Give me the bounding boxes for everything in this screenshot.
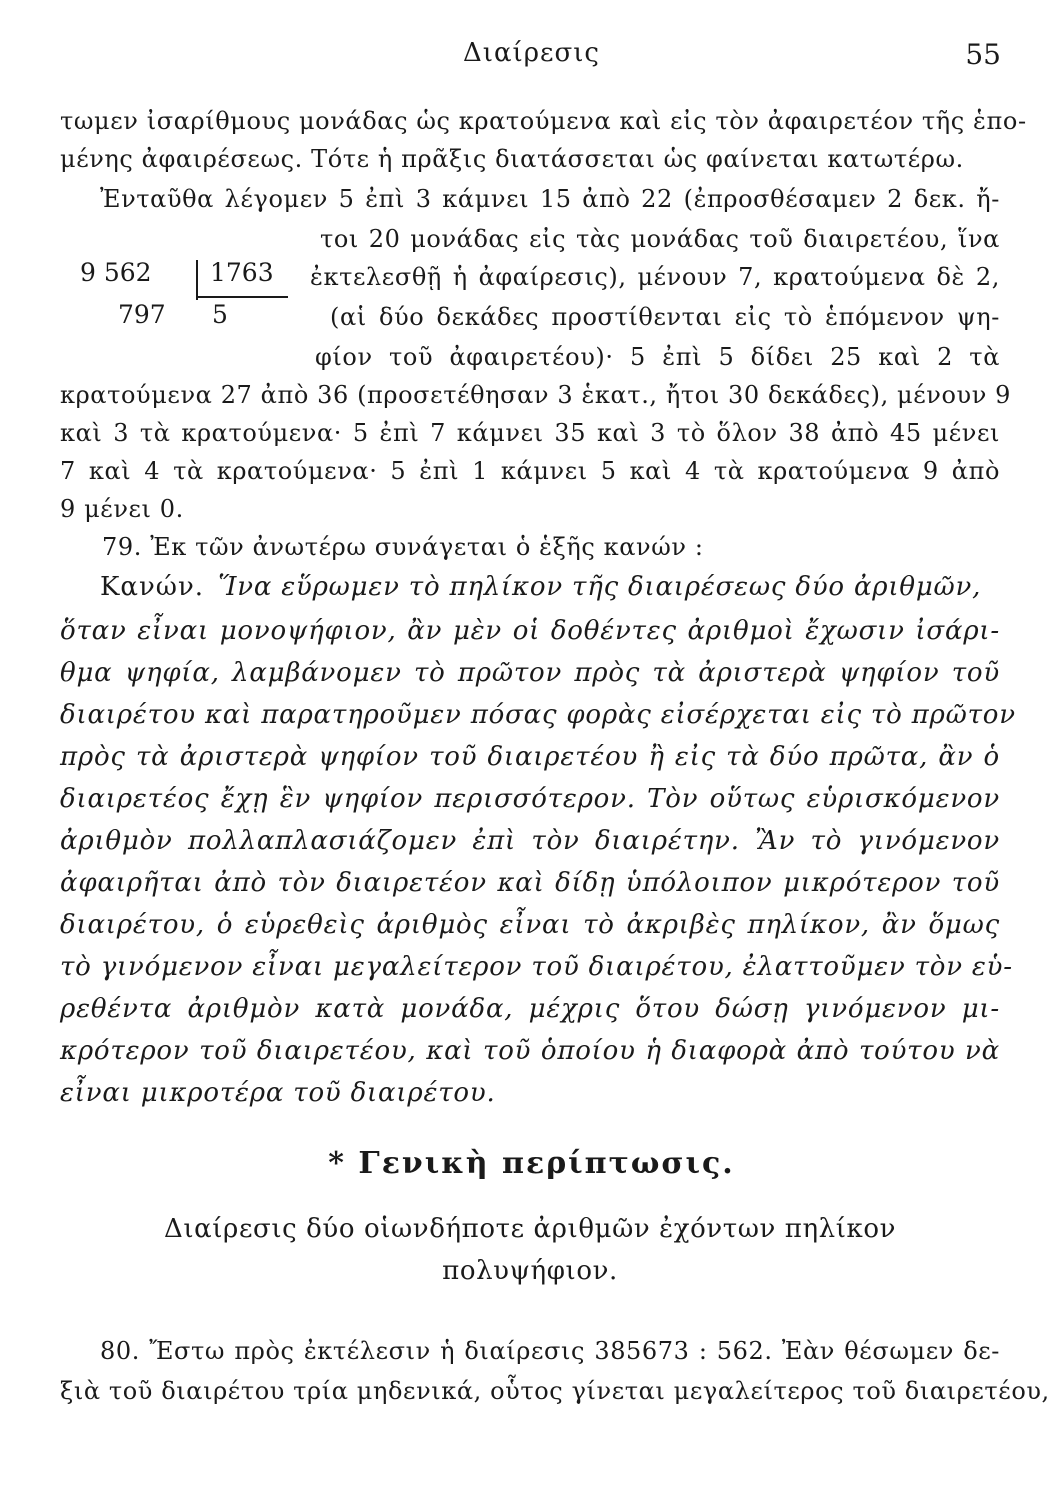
division-bar xyxy=(196,260,198,300)
dividend: 9 562 xyxy=(80,258,152,287)
rule-line: τὸ γινόμενον εἶναι μεγαλείτερον τοῦ διαιρέτου, ἐλαττοῦμεν τὸν εὑ- xyxy=(60,952,1013,982)
text-line: 7 καὶ 4 τὰ κρατούμενα· 5 ἐπὶ 1 κάμνει 5 καὶ 4 τὰ κρατούμενα 9 ἀπὸ xyxy=(60,457,1000,485)
text-line: μένης ἀφαιρέσεως. Τότε ἡ πρᾶξις διατάσσεται ὡς φαίνεται κατωτέρω. xyxy=(60,145,964,173)
rule-line: εἶναι μικροτέρα τοῦ διαιρέτου. xyxy=(60,1078,496,1108)
rule-line: θμα ψηφία, λαμβάνομεν τὸ πρῶτον πρὸς τὰ ἀριστερὰ ψηφίον τοῦ xyxy=(60,658,1000,688)
text-line: ἐκτελεσθῇ ἡ ἀφαίρεσις), μένουν 7, κρατούμενα δὲ 2, xyxy=(310,263,1000,291)
text-line: Ἐνταῦθα λέγομεν 5 ἐπὶ 3 κάμνει 15 ἀπὸ 22 (ἐπροσθέσαμεν 2 δεκ. ἤ- xyxy=(100,185,1000,213)
rule-line: κρότερον τοῦ διαιρετέου, καὶ τοῦ ὁποίου ἡ διαφορὰ ἀπὸ τούτου νὰ xyxy=(60,1036,1000,1066)
subheading-line: Διαίρεσις δύο οἱωνδήποτε ἀριθμῶν ἐχόντων πηλίκον xyxy=(163,1214,897,1244)
section-80-line: ξιὰ τοῦ διαιρέτου τρία μηδενικά, οὗτος γίνεται μεγαλείτερος τοῦ διαιρετέου, xyxy=(60,1377,1050,1405)
rule-line: διαιρέτου καὶ παρατηροῦμεν πόσας φορὰς εἰσέρχεται εἰς τὸ πρῶτον xyxy=(60,700,1016,730)
rule-line: ὅταν εἶναι μονοψήφιον, ἂν μὲν οἱ δοθέντες ἀριθμοὶ ἔχωσιν ἰσάρι- xyxy=(60,616,1000,646)
section-80-line: 80. Ἔστω πρὸς ἐκτέλεσιν ἡ διαίρεσις 385673 : 562. Ἐὰν θέσωμεν δε- xyxy=(100,1337,1000,1365)
rule-line: πρὸς τὰ ἀριστερὰ ψηφίον τοῦ διαιρετέου ἢ εἰς τὰ δύο πρῶτα, ἂν ὁ xyxy=(60,742,1000,772)
text-line: τοι 20 μονάδας εἰς τὰς μονάδας τοῦ διαιρετέου, ἵνα xyxy=(320,225,1000,253)
text-line: (αἱ δύο δεκάδες προστίθενται εἰς τὸ ἑπόμενον ψη- xyxy=(330,303,1000,331)
page-number: 55 xyxy=(965,38,1001,71)
rule-line: διαιρέτου, ὁ εὑρεθεὶς ἀριθμὸς εἶναι τὸ ἀκριβὲς πηλίκον, ἂν ὅμως xyxy=(60,910,1000,940)
page-header xyxy=(60,38,1003,78)
rule-line: ἀφαιρῆται ἀπὸ τὸν διαιρετέον καὶ δίδῃ ὑπόλοιπον μικρότερον τοῦ xyxy=(60,868,1000,898)
text-line: τωμεν ἰσαρίθμους μονάδας ὡς κρατούμενα καὶ εἰς τὸν ἀφαιρετέον τῆς ἑπο- xyxy=(60,107,1027,135)
running-head: Διαίρεσις xyxy=(463,38,600,68)
quotient: 5 xyxy=(212,300,228,329)
text-line: κρατούμενα 27 ἀπὸ 36 (προσετέθησαν 3 ἑκατ., ἤτοι 30 δεκάδες), μένουν 9 xyxy=(60,381,1011,409)
remainder: 797 xyxy=(118,300,166,329)
subheading-line: πολυψήφιον. xyxy=(442,1256,618,1286)
rule-text: Ἵνα εὕρωμεν τὸ πηλίκον τῆς διαιρέσεως δύο ἀριθμῶν, xyxy=(218,572,982,602)
rule-line: ἀριθμὸν πολλαπλασιάζομεν ἐπὶ τὸν διαιρέτην. Ἂν τὸ γινόμενον xyxy=(60,826,1000,856)
section-79: 79. Ἐκ τῶν ἀνωτέρω συνάγεται ὁ ἑξῆς κανών : xyxy=(102,533,704,561)
general-case-heading: * Γενικὴ περίπτωσις. xyxy=(328,1146,735,1181)
rule-first-line xyxy=(100,570,1000,604)
rule-label: Κανών. xyxy=(100,572,205,602)
divisor: 1763 xyxy=(210,258,274,287)
rule-line: διαιρετέος ἔχῃ ἓν ψηφίον περισσότερον. Τὸν οὕτως εὑρισκόμενον xyxy=(60,784,1000,814)
text-line: καὶ 3 τὰ κρατούμενα· 5 ἐπὶ 7 κάμνει 35 καὶ 3 τὸ ὅλον 38 ἀπὸ 45 μένει xyxy=(60,419,1000,447)
division-rule xyxy=(196,296,288,298)
rule-line: ρεθέντα ἀριθμὸν κατὰ μονάδα, μέχρις ὅτου δώσῃ γινόμενον μι- xyxy=(60,994,1000,1024)
text-line: φίον τοῦ ἀφαιρετέου)· 5 ἐπὶ 5 δίδει 25 καὶ 2 τὰ xyxy=(315,343,1000,371)
text-line: 9 μένει 0. xyxy=(60,495,184,523)
